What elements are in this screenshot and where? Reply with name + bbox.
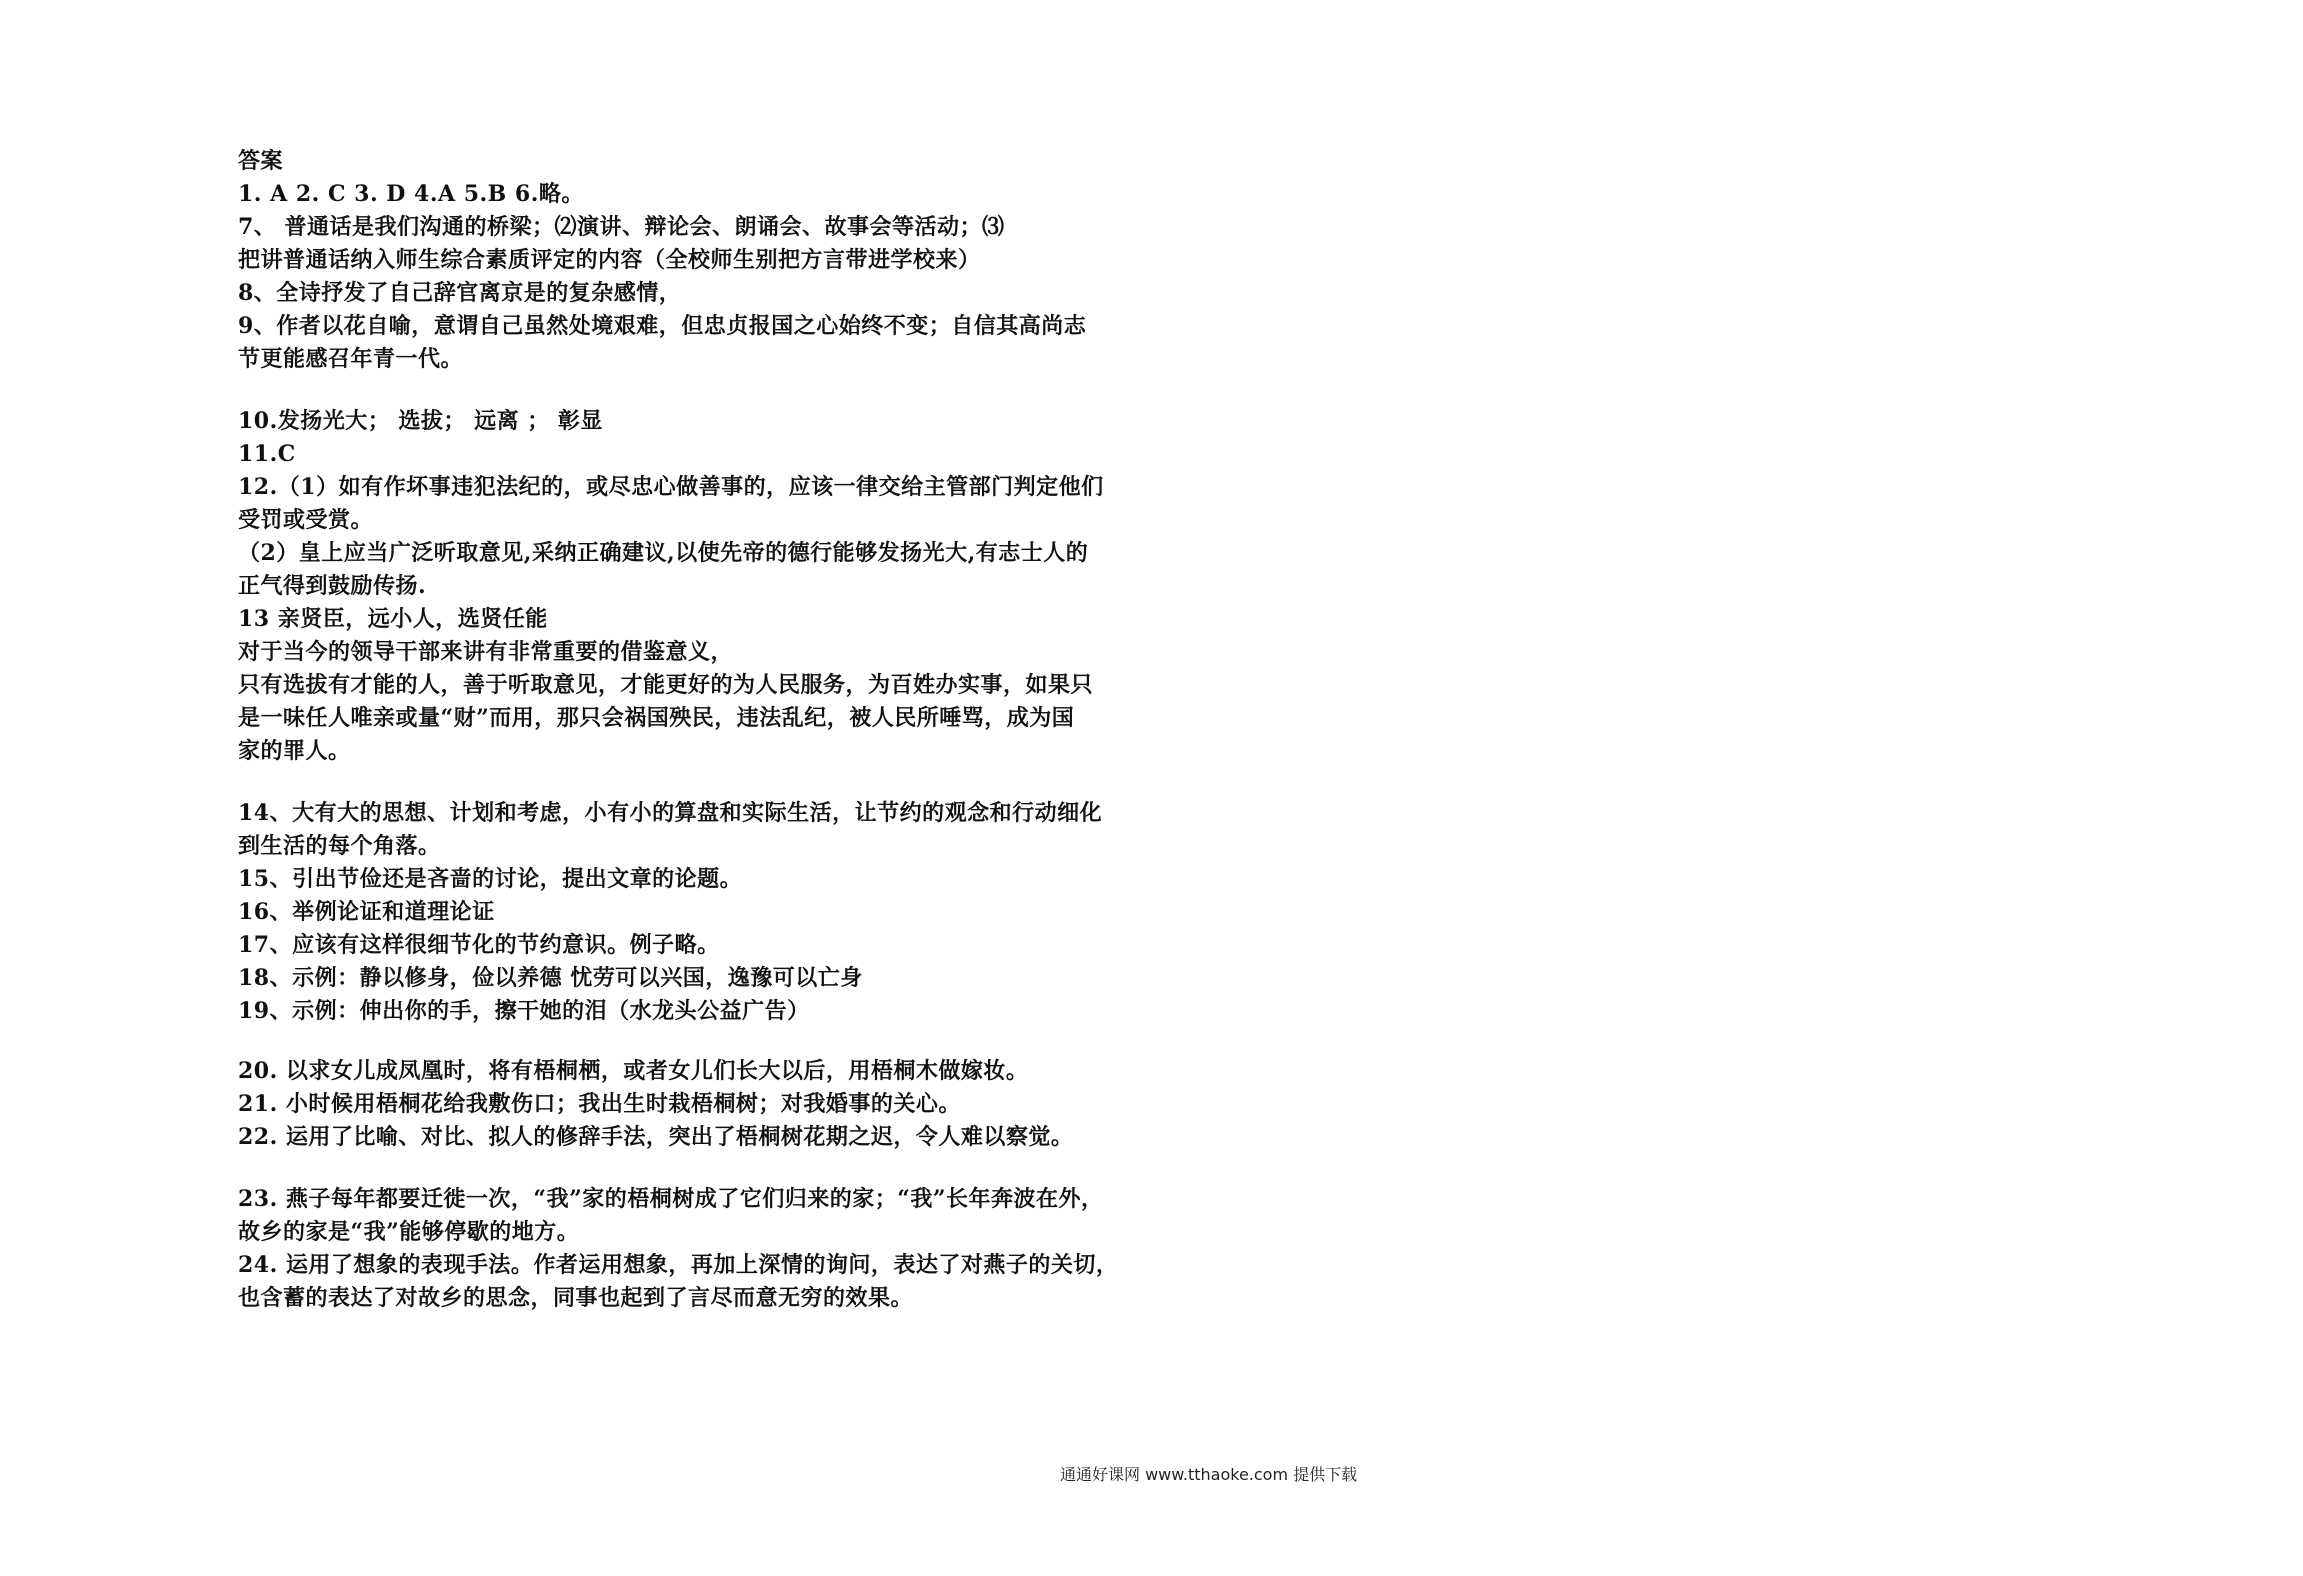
answer-line: 1. A 2. C 3. D 4.A 5.B 6.略。: [238, 181, 584, 207]
answer-line: 8、全诗抒发了自己辞官离京是的复杂感情，: [238, 280, 682, 306]
answer-line: 正气得到鼓励传扬.: [238, 573, 427, 599]
answer-line: 17、应该有这样很细节化的节约意识。例子略。: [238, 932, 720, 958]
answer-line: 18、示例：静以修身，俭以养德 忧劳可以兴国，逸豫可以亡身: [238, 965, 863, 991]
answer-line: 是一味任人唯亲或量“财”而用，那只会祸国殃民，违法乱纪，被人民所唾骂，成为国: [238, 705, 1075, 731]
answer-line: 16、举例论证和道理论证: [238, 899, 495, 925]
answer-line: 9、作者以花自喻，意谓自己虽然处境艰难，但忠贞报国之心始终不变；自信其高尚志: [238, 313, 1087, 339]
footer-credit: 通通好课网 www.tthaoke.com 提供下载: [1060, 1465, 1358, 1484]
answer-line: 15、引出节俭还是吝啬的讨论，提出文章的论题。: [238, 866, 743, 892]
answer-line: （2）皇上应当广泛听取意见,采纳正确建议,以使先帝的德行能够发扬光大,有志士人的: [238, 540, 1089, 566]
answer-line: 到生活的每个角落。: [238, 833, 441, 859]
answer-title: 答案: [238, 148, 284, 174]
answer-line: 10.发扬光大； 选拔； 远离 ； 彰显: [238, 408, 603, 434]
answer-line: 只有选拔有才能的人，善于听取意见，才能更好的为人民服务，为百姓办实事，如果只: [238, 672, 1094, 698]
answer-line: 对于当今的领导干部来讲有非常重要的借鉴意义，: [238, 639, 734, 665]
answer-line: 故乡的家是“我”能够停歇的地方。: [238, 1219, 580, 1245]
answer-line: 14、大有大的思想、计划和考虑，小有小的算盘和实际生活，让节约的观念和行动细化: [238, 800, 1103, 826]
answer-line: 20. 以求女儿成凤凰时，将有梧桐栖，或者女儿们长大以后，用梧桐木做嫁妆。: [238, 1058, 1029, 1084]
answer-line: 家的罪人。: [238, 738, 351, 764]
answer-line: 13 亲贤臣，远小人，选贤任能: [238, 606, 548, 632]
answer-line: 19、示例：伸出你的手，擦干她的泪（水龙头公益广告）: [238, 998, 810, 1024]
answer-line: 23. 燕子每年都要迁徙一次，“我”家的梧桐树成了它们归来的家；“我”长年奔波在外，: [238, 1186, 1104, 1212]
answer-line: 22. 运用了比喻、对比、拟人的修辞手法，突出了梧桐树花期之迟，令人难以察觉。: [238, 1124, 1074, 1150]
answer-line: 11.C: [238, 441, 296, 467]
answer-line: 24. 运用了想象的表现手法。作者运用想象，再加上深情的询问，表达了对燕子的关切，: [238, 1252, 1119, 1278]
answer-line: 节更能感召年青一代。: [238, 346, 464, 372]
answer-line: 7、 普通话是我们沟通的桥梁；⑵演讲、辩论会、朗诵会、故事会等活动；⑶: [238, 214, 1005, 240]
answer-line: 也含蓄的表达了对故乡的思念，同事也起到了言尽而意无穷的效果。: [238, 1285, 914, 1311]
answer-line: 受罚或受赏。: [238, 507, 374, 533]
answer-line: 把讲普通话纳入师生综合素质评定的内容（全校师生别把方言带进学校来）: [238, 247, 981, 273]
answer-line: 21. 小时候用梧桐花给我敷伤口；我出生时栽梧桐树；对我婚事的关心。: [238, 1091, 961, 1117]
answer-line: 12.（1）如有作坏事违犯法纪的，或尽忠心做善事的，应该一律交给主管部门判定他们: [238, 474, 1104, 500]
